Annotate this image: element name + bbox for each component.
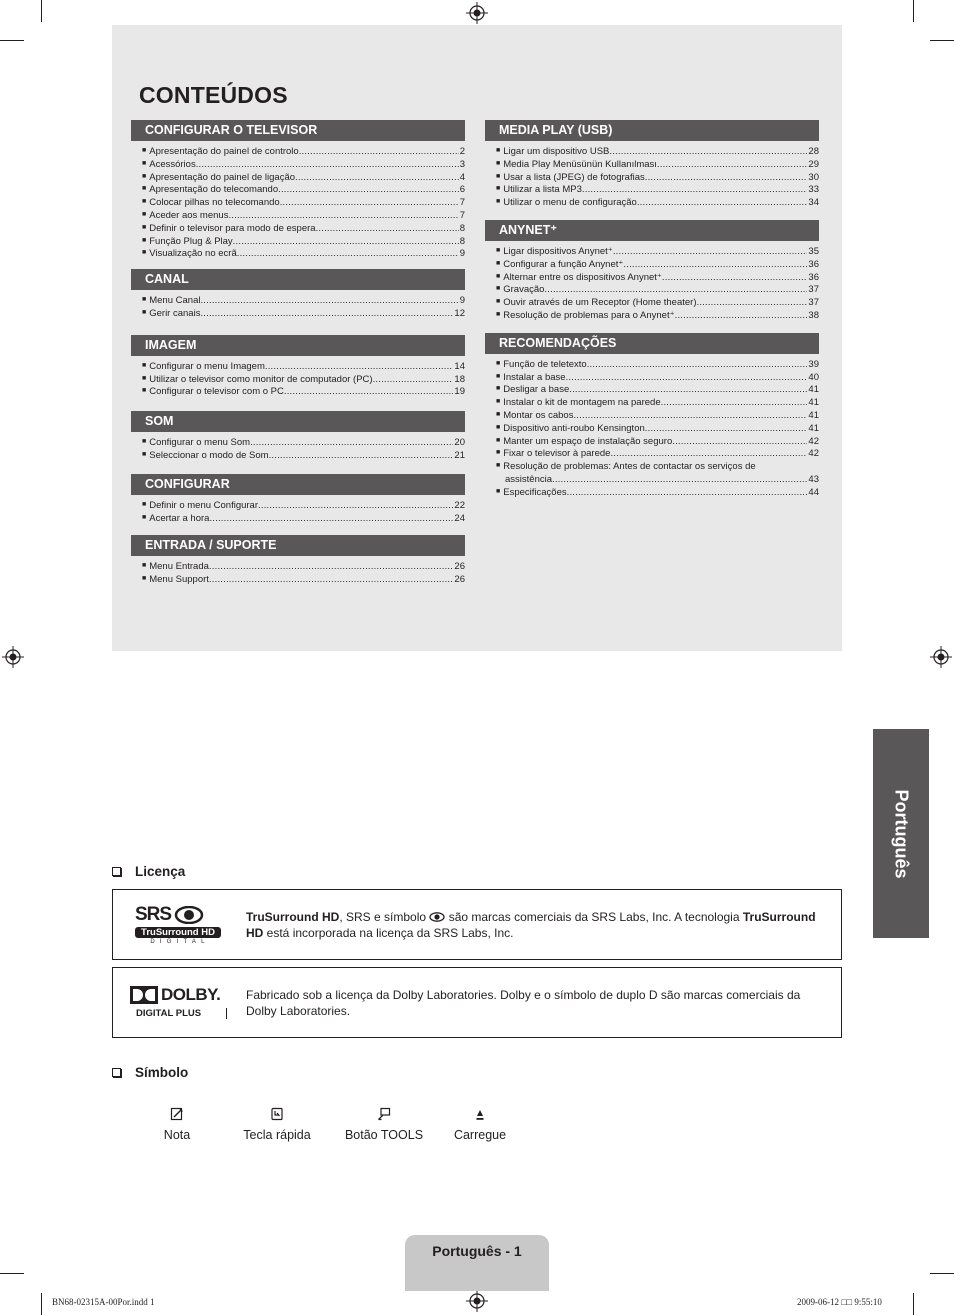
- toc-item-label: Alternar entre os dispositivos Anynet⁺: [503, 271, 662, 283]
- toc-item-label: Resolução de problemas para o Anynet⁺: [503, 309, 675, 321]
- leader-dots: [280, 197, 459, 210]
- toc-item: [485, 436, 819, 449]
- registration-mark-icon: [930, 646, 952, 668]
- toc-item-label: Configurar o menu Som: [149, 437, 251, 449]
- toc-item: [131, 197, 465, 210]
- leader-dots: [662, 272, 808, 285]
- symbol-label: Nota: [163, 1128, 191, 1142]
- toc-item-page: 6: [459, 184, 465, 196]
- toc-item-page: 14: [454, 360, 465, 372]
- toc-item-label: Função Plug & Play: [149, 235, 233, 247]
- leader-dots: [233, 236, 459, 249]
- toc-item-page: 30: [808, 171, 819, 183]
- toc-item-list: [485, 141, 819, 210]
- leader-dots: [299, 146, 459, 159]
- square-bullet-icon: ■: [142, 308, 147, 316]
- toc-item-label: Colocar pilhas no telecomando: [149, 197, 280, 209]
- toc-item-label: Aceder aos menus: [149, 209, 229, 221]
- press-icon: [473, 1107, 487, 1121]
- toc-item: [131, 437, 465, 450]
- toc-item-list: [131, 290, 465, 321]
- toc-item: [131, 361, 465, 374]
- srs-logo-sub: TruSurround HD: [135, 927, 221, 938]
- symbol-label: Botão TOOLS: [344, 1128, 424, 1142]
- toc-item-page: 18: [454, 373, 465, 385]
- dolby-logo: [130, 985, 230, 1025]
- toc-item-label: Apresentação do painel de controlo: [149, 146, 299, 157]
- square-bullet-icon: ■: [142, 387, 147, 395]
- toc-item-page: 40: [808, 371, 819, 383]
- toc-item-page: 20: [454, 437, 465, 449]
- square-bullet-icon: ■: [496, 185, 501, 193]
- leader-dots: [661, 397, 808, 410]
- square-bullet-icon: ■: [496, 436, 501, 444]
- language-side-tab: [873, 729, 929, 938]
- toc-item-list: [131, 141, 465, 261]
- square-bullet-icon: ■: [496, 272, 501, 280]
- toc-section: [485, 333, 819, 500]
- toc-item: [131, 500, 465, 513]
- toc-section-heading: ANYNET⁺: [485, 220, 819, 241]
- square-bullet-icon: ■: [142, 562, 147, 570]
- toc-item-list: [131, 495, 465, 526]
- crop-mark: [0, 1273, 24, 1274]
- toc-item-label: Ligar dispositivos Anynet⁺: [503, 245, 613, 257]
- license-heading: [112, 864, 185, 879]
- toc-item: [131, 386, 465, 399]
- toc-item: [485, 384, 819, 397]
- license-heading-label: Licença: [135, 864, 186, 879]
- toc-item: [485, 284, 819, 297]
- toc-item: [485, 159, 819, 172]
- toc-item-page: 4: [459, 171, 465, 183]
- square-bullet-icon: ■: [496, 285, 501, 293]
- toc-item: [131, 574, 465, 587]
- square-bullet-icon: ■: [496, 410, 501, 418]
- toc-section-heading: ENTRADA / SUPORTE: [131, 535, 465, 556]
- toc-item-label: Resolução de problemas: Antes de contactar os serviços de: [503, 461, 756, 473]
- square-bullet-icon: ■: [496, 398, 501, 406]
- leader-dots: [209, 561, 454, 574]
- toc-item-page: 19: [454, 386, 465, 398]
- toc-item-page: 44: [808, 486, 819, 498]
- toc-item-page: 36: [808, 271, 819, 283]
- toc-item-label: Dispositivo anti-roubo Kensington: [503, 422, 645, 434]
- square-bullet-icon: ■: [496, 372, 501, 380]
- toc-item-page: 12: [454, 307, 465, 319]
- square-bullet-icon: ■: [496, 198, 501, 206]
- leader-dots: [200, 295, 458, 308]
- toc-column-left: [131, 120, 465, 587]
- toc-item-page: 35: [808, 245, 819, 257]
- toc-section-heading: RECOMENDAÇÕES: [485, 333, 819, 354]
- square-bullet-icon: ■: [142, 296, 147, 304]
- toc-item-label: Seleccionar o modo de Som: [149, 449, 269, 461]
- toc-item-page: 24: [454, 512, 465, 524]
- checkbox-bullet-icon: [112, 1068, 121, 1077]
- leader-dots: [284, 386, 454, 399]
- toc-item-page: 41: [808, 422, 819, 434]
- toc-item: [485, 487, 819, 500]
- toc-item-list: [131, 556, 465, 587]
- square-bullet-icon: ■: [142, 159, 147, 167]
- registration-mark-icon: [2, 646, 24, 668]
- toc-item: [485, 448, 819, 461]
- toc-item-label: Especificações: [503, 486, 567, 498]
- leader-dots: [269, 450, 454, 463]
- leader-dots: [609, 146, 807, 159]
- toc-item: [485, 197, 819, 210]
- toc-item-page: 37: [808, 284, 819, 296]
- toc-item: [131, 236, 465, 249]
- crop-mark: [41, 1293, 42, 1315]
- toc-item: [131, 513, 465, 526]
- toc-item-label: Ouvir através de um Receptor (Home theater): [503, 297, 697, 309]
- toc-item-label: Fixar o televisor à parede: [503, 448, 611, 460]
- toc-item-label: Definir o menu Configurar: [149, 499, 259, 511]
- toc-item-page: 22: [454, 499, 465, 511]
- srs-license-box: [112, 889, 842, 960]
- square-bullet-icon: ■: [142, 450, 147, 458]
- toc-item: [485, 259, 819, 272]
- crop-mark: [913, 1293, 914, 1315]
- toc-item-label: Menu Canal: [149, 295, 201, 307]
- leader-dots: [623, 259, 807, 272]
- toc-item: [131, 223, 465, 236]
- toc-item: [485, 184, 819, 197]
- symbol-press: [450, 1107, 510, 1142]
- crop-mark: [913, 0, 914, 22]
- leader-dots: [657, 159, 808, 172]
- toc-item-page: 8: [459, 235, 465, 247]
- square-bullet-icon: ■: [142, 513, 147, 521]
- srs-inline-symbol-icon: [429, 912, 445, 922]
- toc-item-page: 26: [454, 561, 465, 573]
- square-bullet-icon: ■: [496, 147, 501, 154]
- toc-item-label: Instalar o kit de montagem na parede: [503, 397, 661, 409]
- square-bullet-icon: ■: [142, 438, 147, 446]
- toc-item: [131, 450, 465, 463]
- leader-dots: [645, 172, 808, 185]
- srs-logo-text: SRS: [135, 904, 172, 925]
- toc-item-label: Definir o televisor para modo de espera: [149, 222, 316, 234]
- toc-item-page: 21: [454, 449, 465, 461]
- leader-dots: [544, 284, 807, 297]
- date-slug: 2009-06-12 □□ 9:55:10: [797, 1297, 882, 1307]
- note-icon: [170, 1107, 184, 1121]
- leader-dots: [196, 159, 459, 172]
- toc-item-page: 9: [459, 295, 465, 307]
- srs-brand-name: TruSurround HD: [246, 910, 340, 924]
- square-bullet-icon: ■: [496, 487, 501, 495]
- square-bullet-icon: ■: [496, 259, 501, 267]
- toc-item: [485, 310, 819, 323]
- toc-item-page: 34: [808, 197, 819, 209]
- srs-license-text: [246, 909, 831, 941]
- dolby-logo-sub: DIGITAL PLUS: [130, 1008, 227, 1019]
- toc-section: [131, 474, 465, 526]
- toc-item-list: [131, 432, 465, 463]
- square-bullet-icon: ■: [496, 298, 501, 306]
- symbol-label: Carregue: [453, 1128, 507, 1142]
- leader-dots: [613, 246, 808, 259]
- crop-mark: [930, 1273, 954, 1274]
- square-bullet-icon: ■: [142, 361, 147, 369]
- toc-item: [485, 172, 819, 185]
- tools-icon: [377, 1107, 391, 1121]
- square-bullet-icon: ■: [142, 575, 147, 583]
- toc-item-label: Montar os cabos: [503, 409, 574, 421]
- toc-item-page: 42: [808, 435, 819, 447]
- toc-item: [131, 295, 465, 308]
- toc-section: [131, 335, 465, 399]
- toc-item-list: [485, 354, 819, 500]
- toc-section: [131, 120, 465, 261]
- page-number-tab: [405, 1235, 549, 1291]
- leader-dots: [569, 384, 807, 397]
- toc-item: [485, 272, 819, 285]
- dolby-logo-text: DOLBY.: [161, 985, 221, 1004]
- toc-item: [131, 374, 465, 387]
- toc-item: [131, 248, 465, 261]
- square-bullet-icon: ■: [142, 374, 147, 382]
- hotkey-icon: [270, 1107, 284, 1121]
- toc-item-label: Menu Support: [149, 574, 209, 586]
- toc-item: [485, 461, 819, 487]
- square-bullet-icon: ■: [142, 210, 147, 218]
- leader-dots: [209, 513, 453, 526]
- toc-item-label: Manter um espaço de instalação seguro: [503, 435, 673, 447]
- toc-item: [131, 308, 465, 321]
- leader-dots: [265, 361, 454, 374]
- crop-mark: [930, 40, 954, 41]
- leader-dots: [278, 184, 459, 197]
- toc-item-label: Desligar a base: [503, 384, 570, 396]
- toc-item-page: 37: [808, 297, 819, 309]
- toc-item-page: 41: [808, 384, 819, 396]
- symbol-label: Tecla rápida: [243, 1128, 311, 1142]
- toc-item-label: Acertar a hora: [149, 512, 210, 524]
- leader-dots: [552, 474, 807, 487]
- toc-item-page: 39: [808, 358, 819, 370]
- crop-mark: [41, 0, 42, 22]
- square-bullet-icon: ■: [496, 449, 501, 457]
- toc-column-right: [485, 120, 819, 500]
- toc-item-page: 43: [808, 473, 819, 485]
- square-bullet-icon: ■: [496, 172, 501, 180]
- toc-item-label: Visualização no ecrã: [149, 248, 237, 260]
- toc-item-label: Configurar o menu Imagem: [149, 360, 265, 372]
- leader-dots: [250, 437, 453, 450]
- toc-section-heading: CANAL: [131, 269, 465, 290]
- leader-dots: [200, 308, 453, 321]
- toc-item-label: Usar a lista (JPEG) de fotografias: [503, 171, 645, 183]
- toc-item: [131, 561, 465, 574]
- toc-item-label: Acessórios: [149, 158, 196, 170]
- toc-section-heading: SOM: [131, 411, 465, 432]
- toc-item: [131, 146, 465, 159]
- leader-dots: [645, 423, 808, 436]
- square-bullet-icon: ■: [496, 310, 501, 318]
- toc-item-label: Gravação: [503, 284, 545, 296]
- toc-item-page: 42: [808, 448, 819, 460]
- toc-section-heading: IMAGEM: [131, 335, 465, 356]
- leader-dots: [587, 359, 808, 372]
- toc-item-page: 41: [808, 409, 819, 421]
- toc-item-page: 2: [459, 146, 465, 157]
- square-bullet-icon: ■: [142, 223, 147, 231]
- symbol-tools: [342, 1107, 426, 1142]
- toc-item: [131, 172, 465, 185]
- srs-logo: [135, 904, 225, 946]
- leader-dots: [696, 297, 807, 310]
- toc-item-page: 7: [459, 197, 465, 209]
- toc-item: [485, 146, 819, 159]
- page-title: CONTEÚDOS: [139, 82, 288, 108]
- srs-text: está incorporada na licença da SRS Labs, Inc.: [263, 926, 514, 940]
- srs-symbol-icon: [174, 906, 204, 924]
- toc-item-page: 3: [459, 158, 465, 170]
- leader-dots: [295, 172, 459, 185]
- toc-item: [485, 246, 819, 259]
- language-side-tab-label: Português: [891, 788, 912, 879]
- square-bullet-icon: ■: [142, 236, 147, 244]
- toc-item-page: 33: [808, 184, 819, 196]
- toc-item-label: Apresentação do telecomando: [149, 184, 279, 196]
- square-bullet-icon: ■: [142, 249, 147, 257]
- square-bullet-icon: ■: [142, 172, 147, 180]
- leader-dots: [573, 410, 807, 423]
- toc-section: [131, 535, 465, 587]
- symbol-hotkey: [240, 1107, 314, 1142]
- square-bullet-icon: ■: [496, 385, 501, 393]
- toc-item-label-continued: assistência: [505, 473, 552, 485]
- leader-dots: [316, 223, 459, 236]
- leader-dots: [566, 372, 808, 385]
- leader-dots: [610, 448, 807, 461]
- checkbox-bullet-icon: [112, 867, 121, 876]
- leader-dots: [209, 574, 454, 587]
- srs-logo-digital: DIGITAL: [150, 939, 210, 945]
- toc-item-page: 29: [808, 158, 819, 170]
- square-bullet-icon: ■: [496, 359, 501, 367]
- toc-item: [131, 159, 465, 172]
- toc-section-heading: MEDIA PLAY (USB): [485, 120, 819, 141]
- crop-mark: [0, 40, 24, 41]
- toc-item-page: 36: [808, 258, 819, 270]
- dolby-license-box: [112, 967, 842, 1038]
- toc-item-label: Instalar a base: [503, 371, 566, 383]
- square-bullet-icon: ■: [496, 246, 501, 254]
- leader-dots: [228, 210, 458, 223]
- toc-item-page: 28: [808, 146, 819, 157]
- toc-section: [131, 269, 465, 321]
- leader-dots: [675, 310, 808, 323]
- leader-dots: [237, 248, 459, 261]
- toc-item-list: [485, 241, 819, 323]
- square-bullet-icon: ■: [496, 159, 501, 167]
- square-bullet-icon: ■: [142, 147, 147, 154]
- toc-item: [131, 184, 465, 197]
- srs-brand-name: TruSurround HD: [246, 910, 816, 940]
- toc-item-label: Utilizar a lista MP3: [503, 184, 582, 196]
- square-bullet-icon: ■: [496, 462, 501, 470]
- toc-item-label: Apresentação do painel de ligação: [149, 171, 296, 183]
- file-slug: BN68-02315A-00Por.indd 1: [52, 1297, 155, 1307]
- symbol-heading-label: Símbolo: [135, 1065, 189, 1080]
- leader-dots: [567, 487, 808, 500]
- toc-item-page: 26: [454, 574, 465, 586]
- toc-item-list: [131, 356, 465, 399]
- toc-section-heading: CONFIGURAR O TELEVISOR: [131, 120, 465, 141]
- toc-item-page: 7: [459, 209, 465, 221]
- toc-item-label: Configurar a função Anynet⁺: [503, 258, 624, 270]
- toc-item-page: 9: [459, 248, 465, 260]
- toc-item: [485, 297, 819, 310]
- toc-item-page: 41: [808, 397, 819, 409]
- toc-section: [131, 411, 465, 463]
- leader-dots: [582, 184, 808, 197]
- toc-section: [485, 120, 819, 210]
- symbol-heading: [112, 1065, 188, 1080]
- square-bullet-icon: ■: [142, 198, 147, 206]
- toc-item-label: Menu Entrada: [149, 561, 209, 573]
- toc-item: [131, 210, 465, 223]
- toc-item: [485, 372, 819, 385]
- toc-item-label: Função de teletexto: [503, 358, 587, 370]
- square-bullet-icon: ■: [496, 423, 501, 431]
- srs-text: são marcas comerciais da SRS Labs, Inc. A tecnologia: [445, 910, 743, 924]
- square-bullet-icon: ■: [142, 500, 147, 508]
- toc-item: [485, 410, 819, 423]
- page-number: Português - 1: [432, 1243, 522, 1259]
- toc-item: [485, 397, 819, 410]
- registration-mark-icon: [466, 1290, 488, 1312]
- dolby-license-text: Fabricado sob a licença da Dolby Laboratories. Dolby e o símbolo de duplo D são marcas comerciais da Dolby Laboratories.: [246, 988, 801, 1018]
- srs-text: , SRS e símbolo: [339, 910, 430, 924]
- square-bullet-icon: ■: [142, 185, 147, 193]
- leader-dots: [373, 374, 454, 387]
- leader-dots: [672, 436, 807, 449]
- toc-item: [485, 359, 819, 372]
- leader-dots: [258, 500, 453, 513]
- toc-item-label: Configurar o televisor com o PC: [149, 386, 284, 398]
- toc-item-page: 8: [459, 222, 465, 234]
- toc-item: [485, 423, 819, 436]
- registration-mark-icon: [466, 2, 488, 24]
- toc-section-heading: CONFIGURAR: [131, 474, 465, 495]
- symbol-note: [150, 1107, 204, 1142]
- leader-dots: [637, 197, 808, 210]
- dolby-double-d-icon: [130, 986, 158, 1004]
- toc-item-label: Gerir canais: [149, 307, 201, 319]
- toc-item-label: Utilizar o televisor como monitor de computador (PC): [149, 373, 373, 385]
- toc-item-page: 38: [808, 309, 819, 321]
- toc-item-label: Utilizar o menu de configuração: [503, 197, 637, 209]
- toc-item-label: Ligar um dispositivo USB: [503, 146, 610, 157]
- toc-section: [485, 220, 819, 323]
- toc-item-label: Media Play Menüsünün Kullanılması: [503, 158, 657, 170]
